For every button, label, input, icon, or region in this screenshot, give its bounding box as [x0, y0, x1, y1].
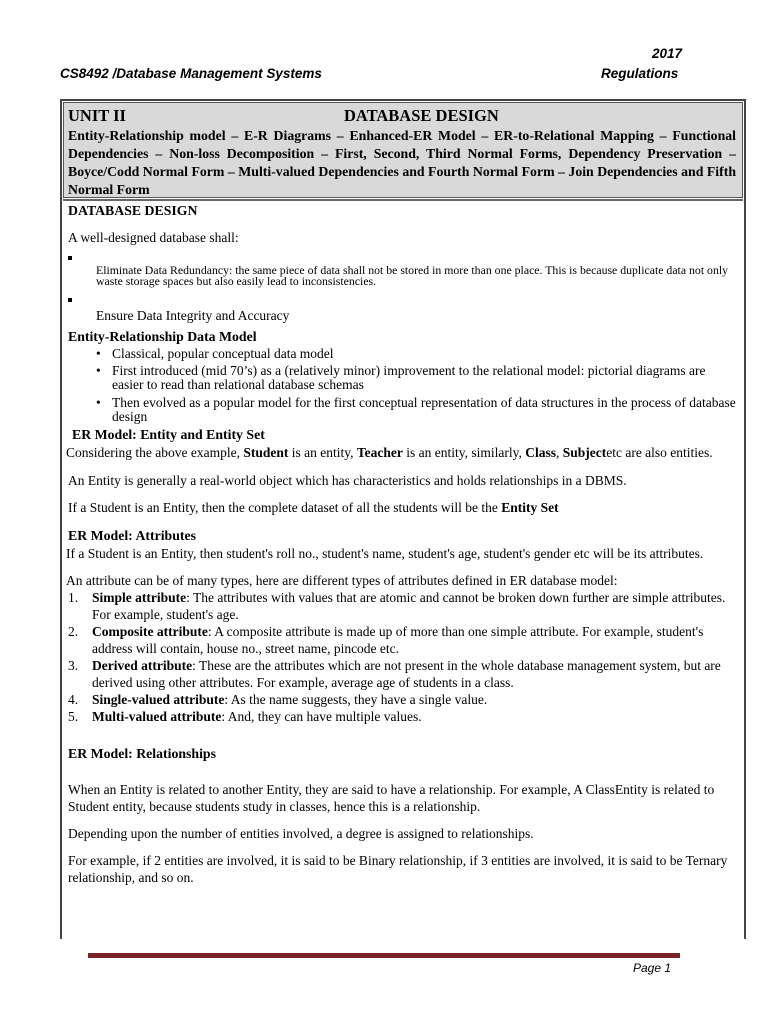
list-item: • Classical, popular conceptual data model — [96, 346, 334, 361]
list-item: 3. Derived attribute: These are the attributes which are not present in the whole database management system, but are derived using other attributes. For example, average age of students in a class. — [68, 658, 721, 690]
attr-paragraph-2: An attribute can be of many types, here are different types of attributes defined in ER database model: — [66, 573, 618, 588]
content — [68, 202, 740, 886]
footer-bar — [88, 953, 680, 958]
rel-paragraph-1: When an Entity is related to another Entity, they are said to have a relationship. For example, A ClassEntity is related to Student entity, because students study in classes, hence this is a relationship. — [68, 782, 715, 814]
square-bullet-icon — [68, 298, 72, 302]
heading-database-design: DATABASE DESIGN — [68, 203, 198, 218]
unit-title: DATABASE DESIGN — [344, 106, 499, 125]
entity-paragraph-2: An Entity is generally a real-world object which has characteristics and holds relationships in a DBMS. — [68, 473, 627, 488]
unit-label: UNIT II — [68, 106, 126, 125]
heading-relationships: ER Model: Relationships — [68, 746, 216, 761]
attr-paragraph-1: If a Student is an Entity, then student's roll no., student's name, student's age, student's gender etc will be its attributes. — [66, 546, 704, 561]
list-item: 2. Composite attribute: A composite attribute is made up of more than one simple attribute. For example, student's address will contain, house no., street name, pincode etc. — [68, 624, 704, 656]
list-item: • Then evolved as a popular model for the first conceptual representation of data structures in the process of database design — [96, 395, 736, 424]
list-item: 1. Simple attribute: The attributes with values that are atomic and cannot be broken down further are simple attributes. For example, student's age. — [68, 590, 726, 622]
heading-er-data-model: Entity-Relationship Data Model — [68, 329, 257, 344]
unit-box — [63, 102, 743, 198]
intro-text: A well-designed database shall: — [68, 230, 239, 245]
entity-paragraph-3: If a Student is an Entity, then the complete dataset of all the students will be the Entity Set — [68, 500, 559, 515]
goal-text: Ensure Data Integrity and Accuracy — [96, 308, 290, 323]
square-bullet-icon — [68, 256, 72, 260]
goal-text: Eliminate Data Redundancy: the same piece of data shall not be stored in more than one place. This is because duplicate data not only waste storage spaces but also easily lead to inconsistencies. — [96, 263, 729, 288]
list-item: 4. Single-valued attribute: As the name suggests, they have a single value. — [68, 692, 488, 707]
divider — [63, 199, 743, 201]
header-year: 2017 — [652, 46, 683, 61]
goal-item — [68, 290, 740, 324]
heading-attributes: ER Model: Attributes — [68, 528, 196, 543]
header-regulations: Regulations — [601, 66, 679, 81]
entity-paragraph-1: Considering the above example, Student is an entity, Teacher is an entity, similarly, Class, Subjectetc are also entities. — [66, 445, 713, 460]
list-item: • First introduced (mid 70’s) as a (relatively minor) improvement to the relational model: pictorial diagrams are easier to read than relational database schemas — [96, 363, 706, 392]
goal-item — [68, 248, 740, 287]
list-item: 5. Multi-valued attribute: And, they can have multiple values. — [68, 709, 422, 724]
rel-paragraph-2: Depending upon the number of entities involved, a degree is assigned to relationships. — [68, 826, 534, 841]
rel-paragraph-3: For example, if 2 entities are involved, it is said to be Binary relationship, if 3 entities are involved, it is said to be Ternary relationship, and so on. — [68, 853, 728, 885]
heading-entity: ER Model: Entity and Entity Set — [72, 427, 265, 442]
unit-topics: Entity-Relationship model – E-R Diagrams – Enhanced-ER Model – ER-to-Relational Mapping – Functional Dependencies – Non-loss Decomposition – First, Second, Third Normal Forms, Dependency Preservation – Boyce/Codd Normal Form – Multi-valued Dependencies and Fourth Normal Form – Join Dependencies and Fifth Normal Form — [68, 128, 736, 197]
header-course-title: CS8492 /Database Management Systems — [60, 66, 322, 81]
page-number: Page 1 — [633, 961, 672, 975]
